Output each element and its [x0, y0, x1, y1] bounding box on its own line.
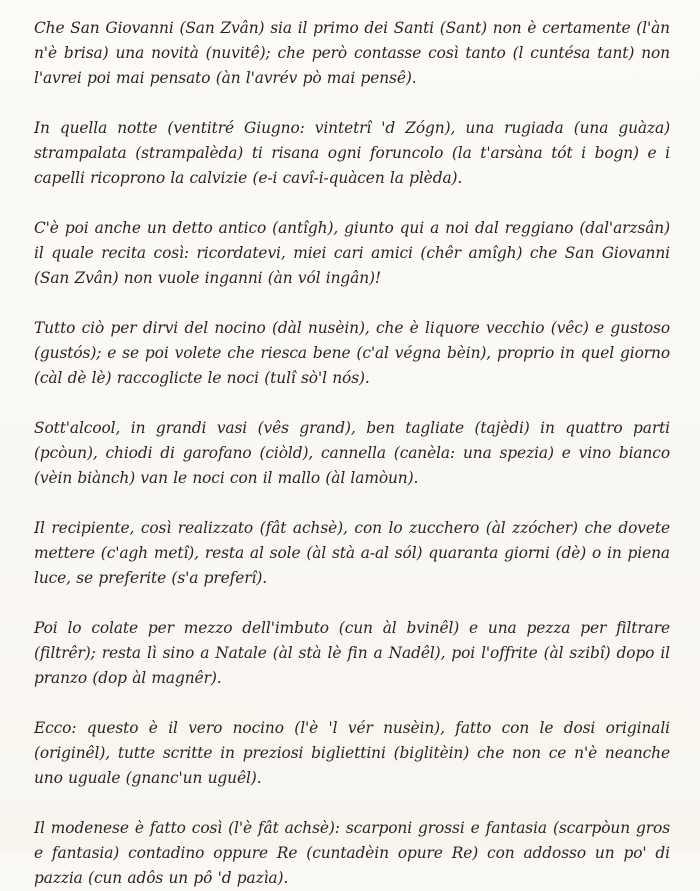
poem-text-block [34, 16, 670, 891]
paragraph-2: In quella notte (ventitré Giugno: vintetrî 'd Zógn), una rugiada (una guàza) strampalata (strampalèda) ti risana ogni foruncolo (la t'arsàna tót i bogn) e i capelli ricoprono la calvizie (e-i cavî-i-quàcen la plèda). [34, 119, 670, 187]
paragraph-1: Che San Giovanni (San Zvân) sia il primo dei Santi (Sant) non è certamente (l'àn n'è brisa) una novità (nuvitê); che però contasse così tanto (l cuntésa tant) non l'avrei poi mai pensato (àn l'avrév pò mai pensê). [34, 19, 670, 87]
paragraph-3: C'è poi anche un detto antico (antîgh), giunto qui a noi dal reggiano (dal'arzsân) il quale recita così: ricordatevi, miei cari amici (chêr amîgh) che San Giovanni (San Zvân) non vuole inganni (àn vól ingân)! [34, 219, 670, 287]
paragraph-8: Ecco: questo è il vero nocino (l'è 'l vér nusèin), fatto con le dosi originali (originêl), tutte scritte in preziosi bigliettini (biglitèin) che non ce n'è neanche uno uguale (gnanc'un uguêl). [34, 719, 670, 787]
paragraph-5: Sott'alcool, in grandi vasi (vês grand), ben tagliate (tajèdi) in quattro parti (pcòun), chiodi di garofano (ciòld), cannella (canèla: una spezia) e vino bianco (vèin biànch) van le noci con il mallo (àl lamòun). [34, 419, 670, 487]
paragraph-6: Il recipiente, così realizzato (fât achsè), con lo zucchero (àl zzócher) che dovete mettere (c'agh metî), resta al sole (àl stà a-al sól) quaranta giorni (dè) o in piena luce, se preferite (s'a preferî). [34, 519, 670, 587]
paragraph-7: Poi lo colate per mezzo dell'imbuto (cun àl bvinêl) e una pezza per filtrare (filtrêr); resta lì sino a Natale (àl stà lè fin a Nadêl), poi l'offrite (àl szibî) dopo il pranzo (dop àl magnêr). [34, 619, 670, 687]
paragraph-4: Tutto ciò per dirvi del nocino (dàl nusèin), che è liquore vecchio (vêc) e gustoso (gustós); e se poi volete che riesca bene (c'al végna bèin), proprio in quel giorno (càl dè lè) raccoglicte le noci (tulî sò'l nós). [34, 319, 670, 387]
paragraph-9: Il modenese è fatto così (l'è fât achsè): scarponi grossi e fantasia (scarpòun gros e fantasia) contadino oppure Re (cuntadèin opure Re) con addosso un po' di pazzia (cun adôs un pô 'd pazìa). [34, 819, 670, 887]
